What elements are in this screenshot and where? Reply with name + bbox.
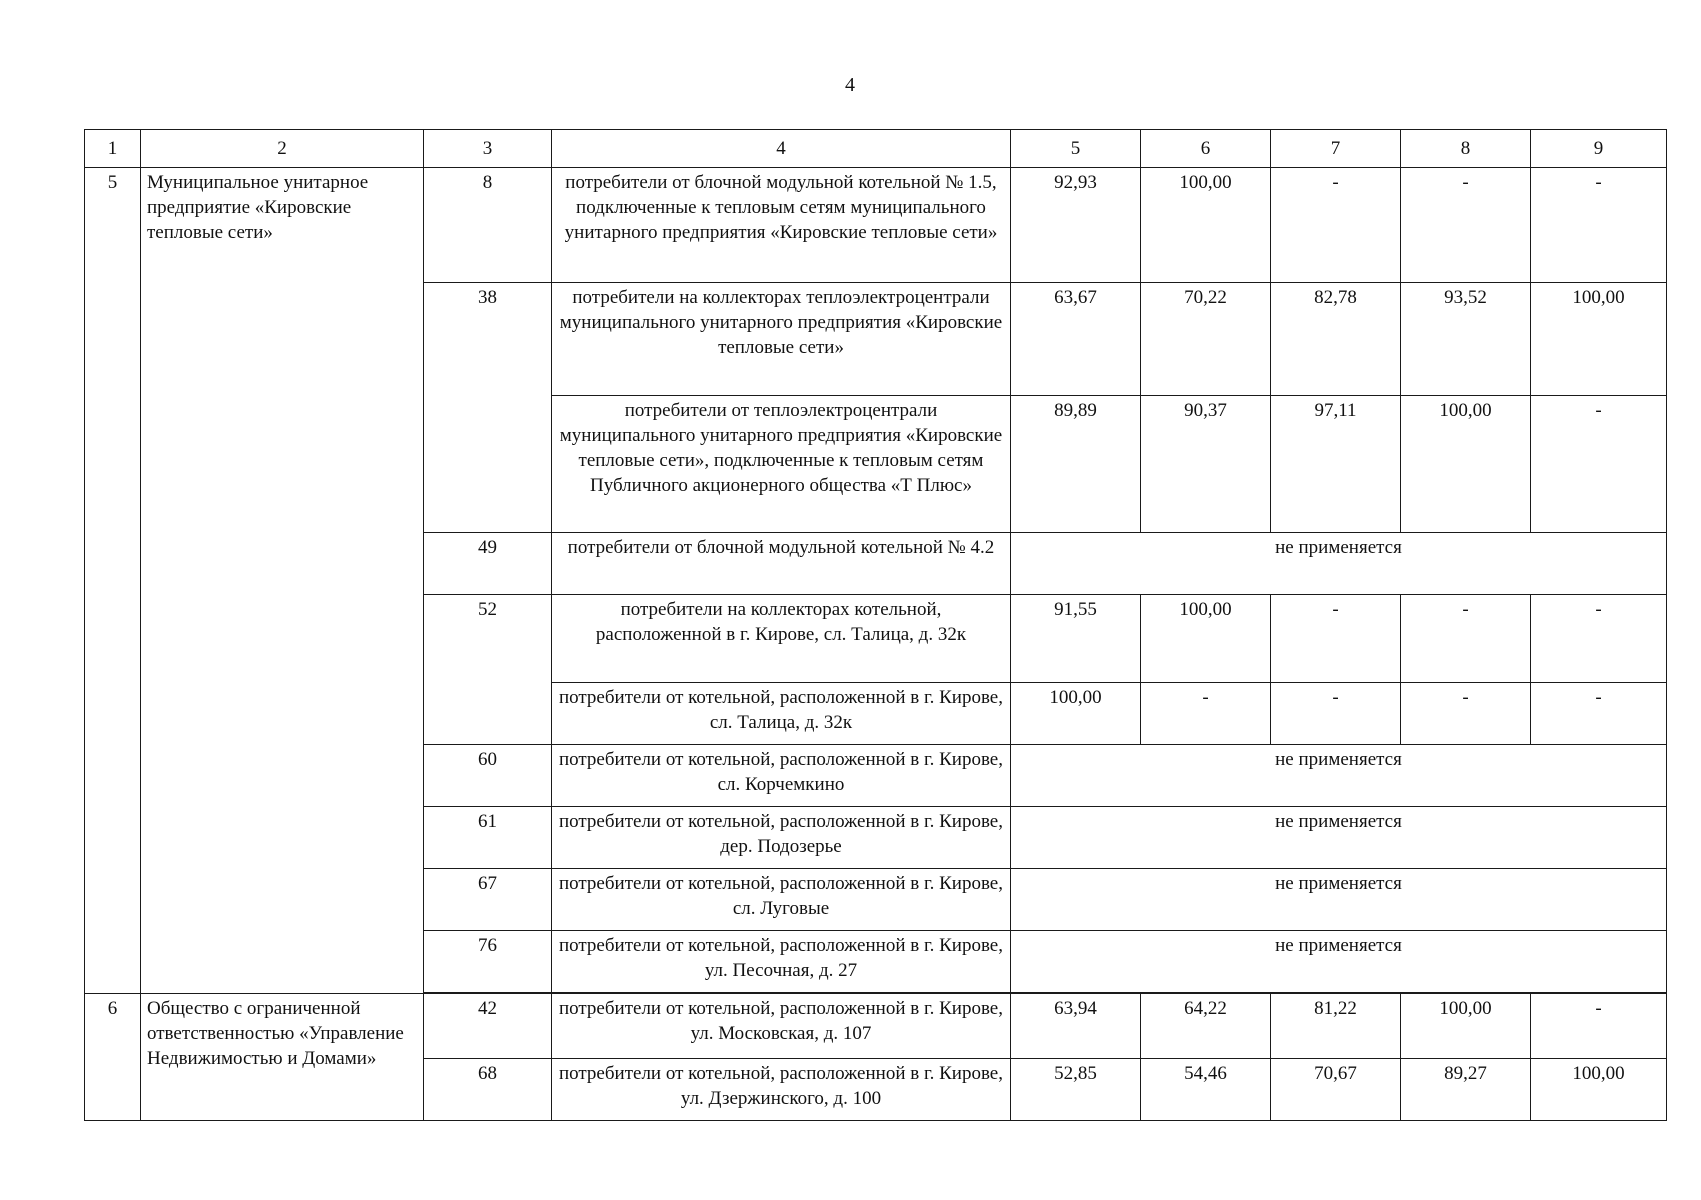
consumer-description: потребители от котельной, расположенной в г. Кирове, ул. Песочная, д. 27: [552, 931, 1011, 993]
value-cell: 100,00: [1011, 683, 1141, 745]
header-cell: 6: [1141, 130, 1271, 168]
consumer-description: потребители от блочной модульной котельной № 4.2: [552, 533, 1011, 595]
value-cell: 90,37: [1141, 396, 1271, 533]
value-cell: -: [1531, 595, 1667, 683]
consumer-description: потребители от котельной, расположенной в г. Кирове, сл. Луговые: [552, 869, 1011, 931]
header-cell: 3: [424, 130, 552, 168]
value-cell: -: [1531, 994, 1667, 1059]
system-code: 42: [424, 994, 552, 1059]
table-row: [85, 994, 1667, 1059]
value-cell: 52,85: [1011, 1059, 1141, 1121]
consumer-description: потребители от котельной, расположенной в г. Кирове, ул. Московская, д. 107: [552, 994, 1011, 1059]
consumer-description: потребители на коллекторах теплоэлектроцентрали муниципального унитарного предприятия «Кировские тепловые сети»: [552, 283, 1011, 396]
value-cell: -: [1141, 683, 1271, 745]
value-cell: 100,00: [1401, 994, 1531, 1059]
org-name: Общество с ограниченной ответственностью «Управление Недвижимостью и Домами»: [141, 994, 424, 1121]
header-cell: 9: [1531, 130, 1667, 168]
value-cell: -: [1401, 683, 1531, 745]
system-code: 52: [424, 595, 552, 745]
value-cell: -: [1271, 683, 1401, 745]
header-row: [85, 130, 1667, 168]
value-cell: 100,00: [1531, 283, 1667, 396]
value-cell: 70,22: [1141, 283, 1271, 396]
value-cell: -: [1401, 595, 1531, 683]
consumer-description: потребители от котельной, расположенной в г. Кирове, дер. Подозерье: [552, 807, 1011, 869]
system-code: 60: [424, 745, 552, 807]
system-code: 76: [424, 931, 552, 993]
value-cell: 93,52: [1401, 283, 1531, 396]
org-number: 6: [85, 994, 141, 1121]
value-cell: 92,93: [1011, 168, 1141, 283]
value-cell: 70,67: [1271, 1059, 1401, 1121]
not-applicable-cell: не применяется: [1011, 745, 1667, 807]
consumer-description: потребители от котельной, расположенной в г. Кирове, ул. Дзержинского, д. 100: [552, 1059, 1011, 1121]
system-code: 67: [424, 869, 552, 931]
value-cell: 63,94: [1011, 994, 1141, 1059]
org-number: 5: [85, 168, 141, 994]
header-cell: 5: [1011, 130, 1141, 168]
value-cell: 81,22: [1271, 994, 1401, 1059]
value-cell: -: [1531, 396, 1667, 533]
value-cell: -: [1401, 168, 1531, 283]
consumer-description: потребители от теплоэлектроцентрали муниципального унитарного предприятия «Кировские тепловые сети», подключенные к тепловым сетям Публичного акционерного общества «Т Плюс»: [552, 396, 1011, 533]
not-applicable-cell: не применяется: [1011, 931, 1667, 993]
value-cell: 97,11: [1271, 396, 1401, 533]
value-cell: 100,00: [1141, 168, 1271, 283]
value-cell: 89,89: [1011, 396, 1141, 533]
value-cell: 100,00: [1401, 396, 1531, 533]
system-code: 8: [424, 168, 552, 283]
value-cell: 64,22: [1141, 994, 1271, 1059]
not-applicable-cell: не применяется: [1011, 807, 1667, 869]
value-cell: 89,27: [1401, 1059, 1531, 1121]
system-code: 38: [424, 283, 552, 533]
not-applicable-cell: не применяется: [1011, 533, 1667, 595]
page-number: 4: [845, 74, 855, 96]
header-cell: 2: [141, 130, 424, 168]
org-name: Муниципальное унитарное предприятие «Кировские тепловые сети»: [141, 168, 424, 994]
header-cell: 7: [1271, 130, 1401, 168]
value-cell: 63,67: [1011, 283, 1141, 396]
system-code: 61: [424, 807, 552, 869]
consumer-description: потребители на коллекторах котельной, расположенной в г. Кирове, сл. Талица, д. 32к: [552, 595, 1011, 683]
value-cell: 100,00: [1141, 595, 1271, 683]
value-cell: -: [1271, 168, 1401, 283]
system-code: 49: [424, 533, 552, 595]
system-code: 68: [424, 1059, 552, 1121]
consumer-description: потребители от котельной, расположенной в г. Кирове, сл. Талица, д. 32к: [552, 683, 1011, 745]
value-cell: 54,46: [1141, 1059, 1271, 1121]
value-cell: 100,00: [1531, 1059, 1667, 1121]
header-cell: 4: [552, 130, 1011, 168]
not-applicable-cell: не применяется: [1011, 869, 1667, 931]
value-cell: 91,55: [1011, 595, 1141, 683]
table-row: [85, 168, 1667, 283]
consumer-description: потребители от блочной модульной котельной № 1.5, подключенные к тепловым сетям муниципального унитарного предприятия «Кировские тепловые сети»: [552, 168, 1011, 283]
value-cell: 82,78: [1271, 283, 1401, 396]
consumer-description: потребители от котельной, расположенной в г. Кирове, сл. Корчемкино: [552, 745, 1011, 807]
value-cell: -: [1271, 595, 1401, 683]
header-cell: 8: [1401, 130, 1531, 168]
header-cell: 1: [85, 130, 141, 168]
readiness-table: [84, 129, 1667, 1121]
value-cell: -: [1531, 168, 1667, 283]
value-cell: -: [1531, 683, 1667, 745]
